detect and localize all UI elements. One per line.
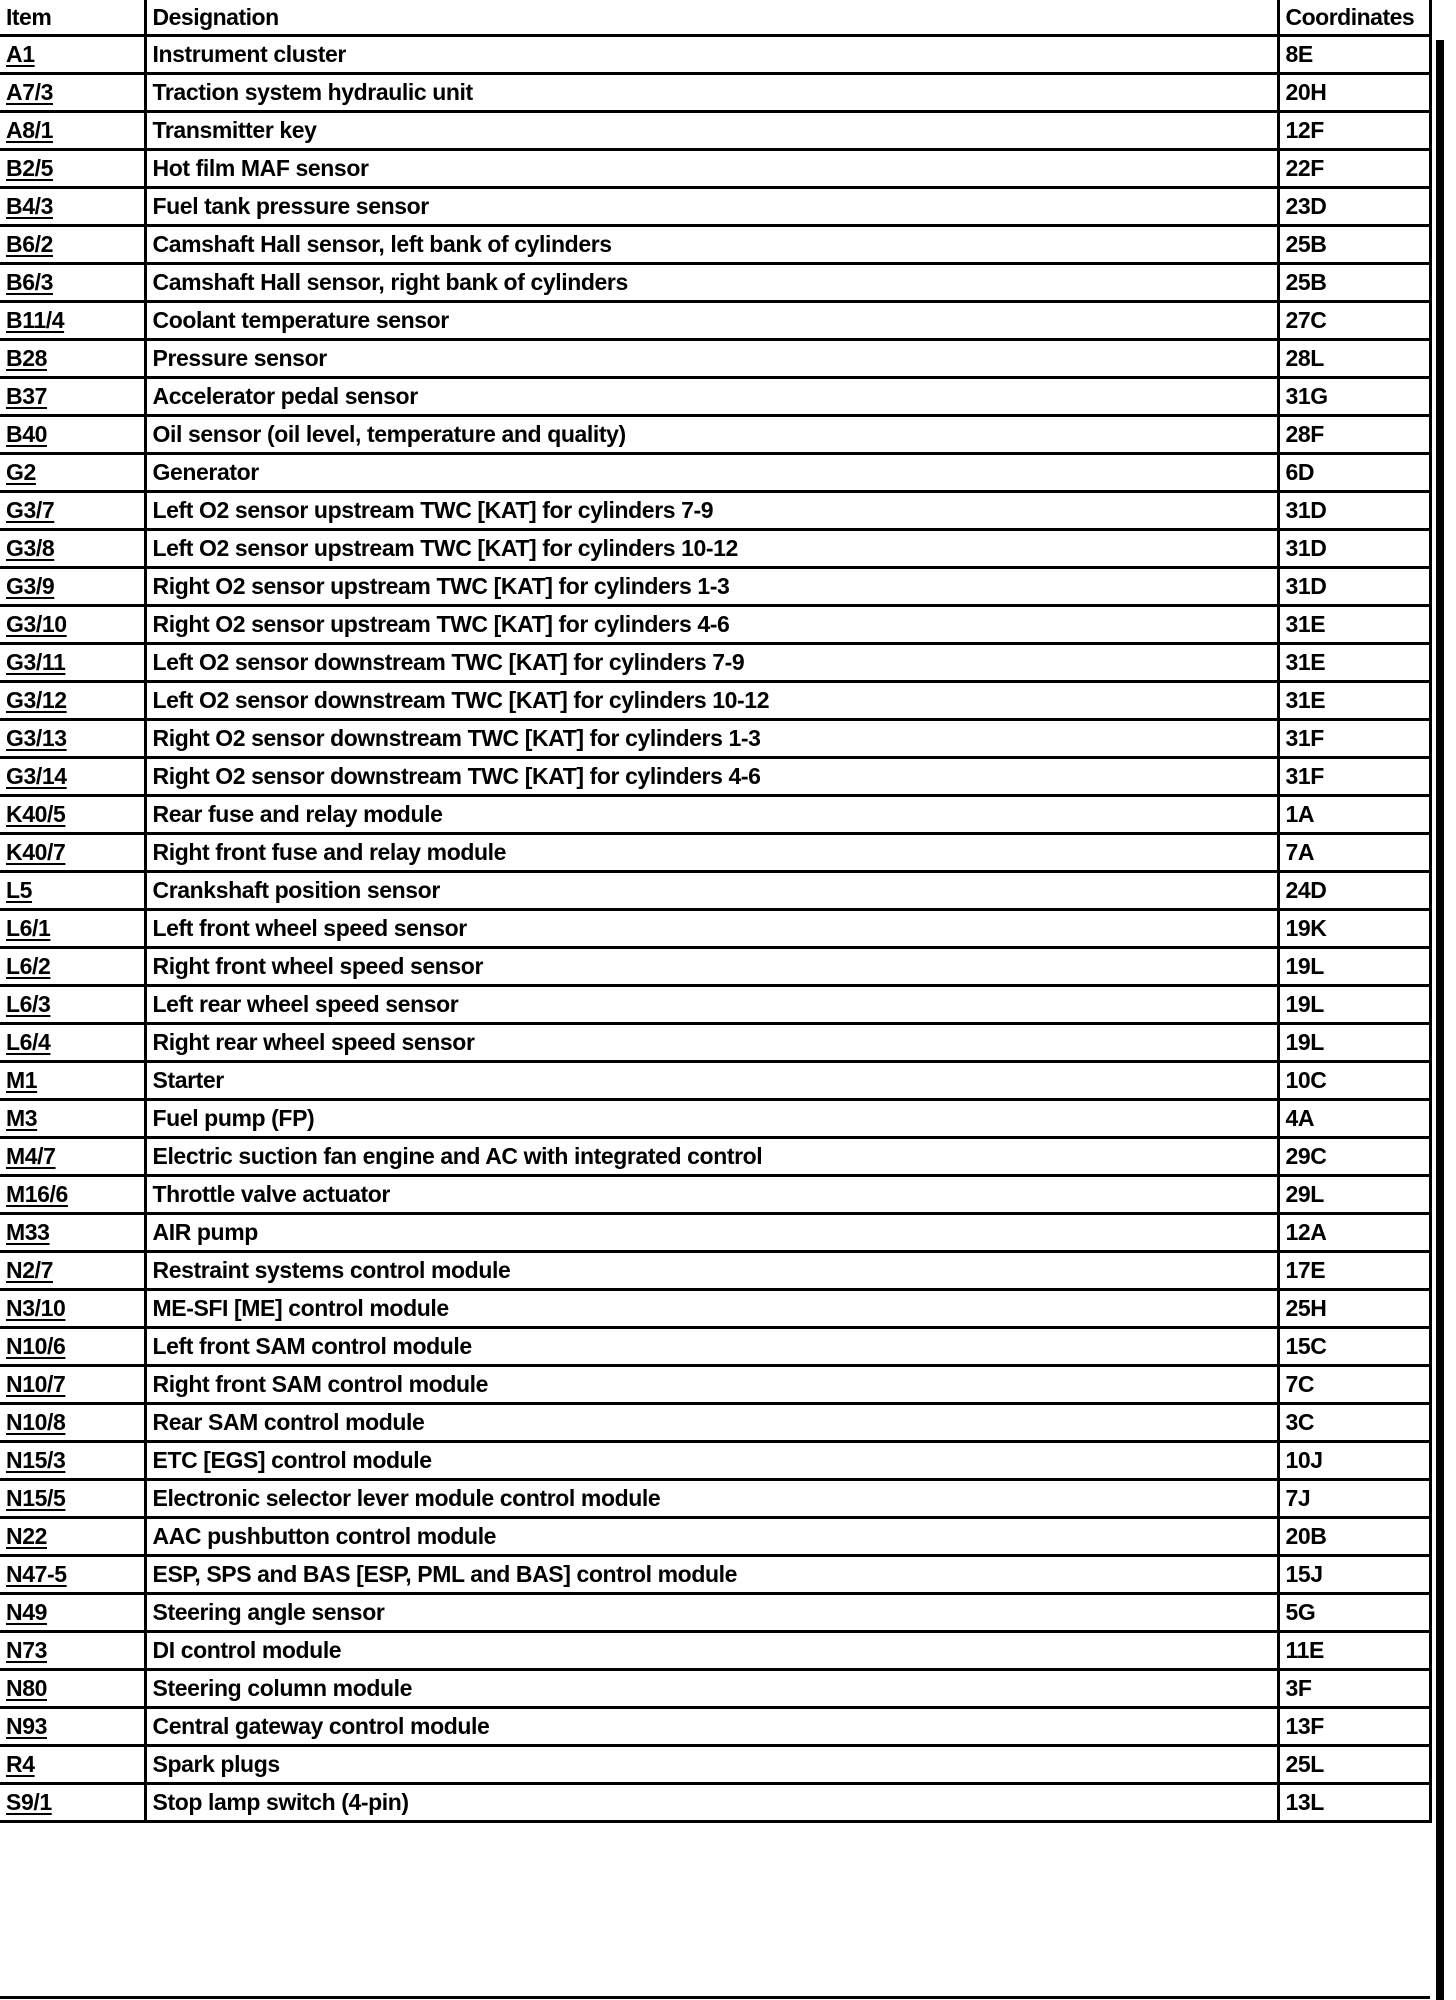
item-link[interactable]: N93 [6, 1713, 47, 1739]
item-cell [0, 74, 145, 112]
coordinates-cell: 10C [1278, 1062, 1430, 1100]
table-row [0, 112, 1430, 150]
table-row [0, 1708, 1430, 1746]
table-row [0, 758, 1430, 796]
item-link[interactable]: S9/1 [6, 1789, 52, 1815]
item-link[interactable]: N2/7 [6, 1257, 53, 1283]
coordinates-cell: 20B [1278, 1518, 1430, 1556]
item-cell [0, 302, 145, 340]
item-link[interactable]: B28 [6, 345, 47, 371]
designation-cell: Crankshaft position sensor [145, 872, 1278, 910]
designation-cell: Starter [145, 1062, 1278, 1100]
page-bottom-border [0, 1996, 1430, 1999]
table-row [0, 150, 1430, 188]
table-row [0, 720, 1430, 758]
item-cell [0, 1062, 145, 1100]
coordinates-cell: 8E [1278, 36, 1430, 74]
item-cell [0, 1290, 145, 1328]
coordinates-cell: 12F [1278, 112, 1430, 150]
item-link[interactable]: G3/10 [6, 611, 67, 637]
designation-cell: Restraint systems control module [145, 1252, 1278, 1290]
coordinates-cell: 29L [1278, 1176, 1430, 1214]
item-cell [0, 1480, 145, 1518]
item-cell [0, 834, 145, 872]
designation-cell: Right O2 sensor downstream TWC [KAT] for cylinders 4-6 [145, 758, 1278, 796]
item-cell [0, 682, 145, 720]
coordinates-cell: 5G [1278, 1594, 1430, 1632]
item-link[interactable]: G2 [6, 459, 36, 485]
table-row [0, 1404, 1430, 1442]
table-row [0, 1138, 1430, 1176]
designation-cell: Right O2 sensor downstream TWC [KAT] for cylinders 1-3 [145, 720, 1278, 758]
coordinates-cell: 24D [1278, 872, 1430, 910]
designation-cell: Spark plugs [145, 1746, 1278, 1784]
item-link[interactable]: N10/7 [6, 1371, 66, 1397]
item-cell [0, 1214, 145, 1252]
coordinates-cell: 4A [1278, 1100, 1430, 1138]
designation-cell: Fuel tank pressure sensor [145, 188, 1278, 226]
coordinates-cell: 7A [1278, 834, 1430, 872]
table-row [0, 1670, 1430, 1708]
item-cell [0, 112, 145, 150]
item-link[interactable]: A8/1 [6, 117, 53, 143]
designation-cell: AAC pushbutton control module [145, 1518, 1278, 1556]
item-link[interactable]: G3/9 [6, 573, 55, 599]
item-link[interactable]: L5 [6, 877, 33, 903]
coordinates-cell: 15C [1278, 1328, 1430, 1366]
item-link[interactable]: N10/6 [6, 1333, 66, 1359]
table-row [0, 1214, 1430, 1252]
designation-cell: ETC [EGS] control module [145, 1442, 1278, 1480]
coordinates-cell: 15J [1278, 1556, 1430, 1594]
coordinates-cell: 6D [1278, 454, 1430, 492]
item-link[interactable]: B11/4 [6, 307, 65, 333]
coordinates-cell: 17E [1278, 1252, 1430, 1290]
item-link[interactable]: M3 [6, 1105, 38, 1131]
designation-cell: Right front SAM control module [145, 1366, 1278, 1404]
designation-cell: Accelerator pedal sensor [145, 378, 1278, 416]
item-link[interactable]: M1 [6, 1067, 38, 1093]
designation-cell: Left O2 sensor upstream TWC [KAT] for cylinders 7-9 [145, 492, 1278, 530]
coordinates-cell: 25H [1278, 1290, 1430, 1328]
table-row [0, 1442, 1430, 1480]
designation-cell: DI control module [145, 1632, 1278, 1670]
coordinates-cell: 31E [1278, 644, 1430, 682]
coordinates-cell: 28F [1278, 416, 1430, 454]
designation-cell: Steering angle sensor [145, 1594, 1278, 1632]
table-row [0, 1062, 1430, 1100]
coordinates-cell: 12A [1278, 1214, 1430, 1252]
table-row [0, 1594, 1430, 1632]
item-cell [0, 492, 145, 530]
coordinates-cell: 19K [1278, 910, 1430, 948]
item-cell [0, 796, 145, 834]
designation-cell: Left front SAM control module [145, 1328, 1278, 1366]
designation-cell: Coolant temperature sensor [145, 302, 1278, 340]
designation-cell: Camshaft Hall sensor, left bank of cylinders [145, 226, 1278, 264]
designation-cell: AIR pump [145, 1214, 1278, 1252]
coordinates-cell: 27C [1278, 302, 1430, 340]
item-link[interactable]: B37 [6, 383, 47, 409]
item-link[interactable]: N80 [6, 1675, 47, 1701]
table-header-row [0, 0, 1430, 36]
item-link[interactable]: L6/3 [6, 991, 51, 1017]
designation-cell: Right front wheel speed sensor [145, 948, 1278, 986]
item-cell [0, 1518, 145, 1556]
item-cell [0, 1708, 145, 1746]
item-link[interactable]: G3/12 [6, 687, 67, 713]
header-designation: Designation [145, 0, 1278, 36]
coordinates-cell: 19L [1278, 948, 1430, 986]
coordinates-cell: 7J [1278, 1480, 1430, 1518]
table-row [0, 1746, 1430, 1784]
designation-cell: Throttle valve actuator [145, 1176, 1278, 1214]
item-link[interactable]: K40/5 [6, 801, 66, 827]
table-row [0, 340, 1430, 378]
coordinates-cell: 13L [1278, 1784, 1430, 1822]
designation-cell: Oil sensor (oil level, temperature and quality) [145, 416, 1278, 454]
coordinates-cell: 29C [1278, 1138, 1430, 1176]
item-link[interactable]: A7/3 [6, 79, 53, 105]
item-link[interactable]: B6/3 [6, 269, 53, 295]
designation-cell: Pressure sensor [145, 340, 1278, 378]
page-right-border [1436, 40, 1444, 2000]
item-link[interactable]: N22 [6, 1523, 47, 1549]
item-link[interactable]: L6/1 [6, 915, 51, 941]
item-cell [0, 872, 145, 910]
table-row [0, 606, 1430, 644]
table-row [0, 986, 1430, 1024]
designation-cell: Steering column module [145, 1670, 1278, 1708]
designation-cell: Left front wheel speed sensor [145, 910, 1278, 948]
item-cell [0, 378, 145, 416]
table-row [0, 1480, 1430, 1518]
item-cell [0, 36, 145, 74]
coordinates-cell: 31E [1278, 606, 1430, 644]
coordinates-cell: 31D [1278, 492, 1430, 530]
item-link[interactable]: M33 [6, 1219, 50, 1245]
item-link[interactable]: B2/5 [6, 155, 53, 181]
table-row [0, 644, 1430, 682]
item-cell [0, 340, 145, 378]
table-row [0, 226, 1430, 264]
designation-cell: ESP, SPS and BAS [ESP, PML and BAS] control module [145, 1556, 1278, 1594]
item-link[interactable]: G3/13 [6, 725, 67, 751]
item-link[interactable]: G3/11 [6, 649, 66, 675]
designation-cell: Stop lamp switch (4-pin) [145, 1784, 1278, 1822]
coordinates-cell: 31F [1278, 720, 1430, 758]
table-row [0, 1632, 1430, 1670]
table-row [0, 1366, 1430, 1404]
item-link[interactable]: G3/14 [6, 763, 67, 789]
item-cell [0, 986, 145, 1024]
item-cell [0, 1784, 145, 1822]
designation-cell: Fuel pump (FP) [145, 1100, 1278, 1138]
table-body [0, 36, 1430, 1822]
coordinates-cell: 25B [1278, 264, 1430, 302]
designation-cell: Right front fuse and relay module [145, 834, 1278, 872]
item-link[interactable]: R4 [6, 1751, 35, 1777]
coordinates-cell: 31E [1278, 682, 1430, 720]
item-link[interactable]: B40 [6, 421, 47, 447]
item-link[interactable]: B6/2 [6, 231, 53, 257]
item-link[interactable]: N15/5 [6, 1485, 66, 1511]
table-row [0, 1556, 1430, 1594]
designation-cell: Left O2 sensor downstream TWC [KAT] for cylinders 10-12 [145, 682, 1278, 720]
item-cell [0, 1100, 145, 1138]
coordinates-cell: 19L [1278, 986, 1430, 1024]
coordinates-cell: 20H [1278, 74, 1430, 112]
item-cell [0, 948, 145, 986]
table-row [0, 264, 1430, 302]
table-row [0, 302, 1430, 340]
item-cell [0, 416, 145, 454]
designation-cell: Camshaft Hall sensor, right bank of cylinders [145, 264, 1278, 302]
item-link[interactable]: G3/8 [6, 535, 55, 561]
item-cell [0, 1556, 145, 1594]
designation-cell: Right O2 sensor upstream TWC [KAT] for cylinders 4-6 [145, 606, 1278, 644]
coordinates-cell: 3C [1278, 1404, 1430, 1442]
item-cell [0, 1670, 145, 1708]
designation-cell: Generator [145, 454, 1278, 492]
item-cell [0, 188, 145, 226]
table-row [0, 378, 1430, 416]
item-link[interactable]: N73 [6, 1637, 47, 1663]
coordinates-cell: 7C [1278, 1366, 1430, 1404]
designation-cell: Hot film MAF sensor [145, 150, 1278, 188]
table-row [0, 74, 1430, 112]
table-row [0, 1176, 1430, 1214]
table-row [0, 1518, 1430, 1556]
coordinates-cell: 31D [1278, 568, 1430, 606]
table-row [0, 1290, 1430, 1328]
item-link[interactable]: N49 [6, 1599, 47, 1625]
item-link[interactable]: G3/7 [6, 497, 55, 523]
coordinates-cell: 3F [1278, 1670, 1430, 1708]
item-cell [0, 910, 145, 948]
item-cell [0, 606, 145, 644]
item-cell [0, 530, 145, 568]
coordinates-cell: 31F [1278, 758, 1430, 796]
item-cell [0, 1404, 145, 1442]
table-row [0, 36, 1430, 74]
item-cell [0, 454, 145, 492]
item-link[interactable]: M16/6 [6, 1181, 68, 1207]
coordinates-cell: 31D [1278, 530, 1430, 568]
designation-cell: Left rear wheel speed sensor [145, 986, 1278, 1024]
item-link[interactable]: B4/3 [6, 193, 53, 219]
item-cell [0, 720, 145, 758]
item-cell [0, 758, 145, 796]
designation-cell: Electronic selector lever module control module [145, 1480, 1278, 1518]
item-cell [0, 1176, 145, 1214]
item-link[interactable]: K40/7 [6, 839, 66, 865]
table-row [0, 454, 1430, 492]
designation-cell: Central gateway control module [145, 1708, 1278, 1746]
table-row [0, 568, 1430, 606]
coordinates-cell: 31G [1278, 378, 1430, 416]
coordinates-cell: 1A [1278, 796, 1430, 834]
item-link[interactable]: A1 [6, 41, 35, 67]
table-row [0, 1328, 1430, 1366]
table-row [0, 682, 1430, 720]
coordinates-cell: 11E [1278, 1632, 1430, 1670]
table-row [0, 1784, 1430, 1822]
designation-cell: Instrument cluster [145, 36, 1278, 74]
coordinates-cell: 10J [1278, 1442, 1430, 1480]
table-row [0, 492, 1430, 530]
header-coordinates: Coordinates [1278, 0, 1430, 36]
table-row [0, 416, 1430, 454]
item-cell [0, 1366, 145, 1404]
item-cell [0, 644, 145, 682]
designation-cell: Right rear wheel speed sensor [145, 1024, 1278, 1062]
table-row [0, 948, 1430, 986]
designation-cell: Rear fuse and relay module [145, 796, 1278, 834]
designation-cell: Electric suction fan engine and AC with integrated control [145, 1138, 1278, 1176]
table-row [0, 872, 1430, 910]
item-link[interactable]: M4/7 [6, 1143, 56, 1169]
table-row [0, 1252, 1430, 1290]
designation-cell: Transmitter key [145, 112, 1278, 150]
item-link[interactable]: N15/3 [6, 1447, 66, 1473]
designation-cell: ME-SFI [ME] control module [145, 1290, 1278, 1328]
coordinates-cell: 28L [1278, 340, 1430, 378]
item-cell [0, 1746, 145, 1784]
item-link[interactable]: N47-5 [6, 1561, 67, 1587]
coordinates-cell: 23D [1278, 188, 1430, 226]
coordinates-cell: 25L [1278, 1746, 1430, 1784]
table-row [0, 910, 1430, 948]
item-cell [0, 1442, 145, 1480]
designation-cell: Left O2 sensor downstream TWC [KAT] for cylinders 7-9 [145, 644, 1278, 682]
header-item: Item [0, 0, 145, 36]
table-row [0, 834, 1430, 872]
item-link[interactable]: N3/10 [6, 1295, 66, 1321]
table-row [0, 1100, 1430, 1138]
designation-cell: Traction system hydraulic unit [145, 74, 1278, 112]
table-row [0, 530, 1430, 568]
item-cell [0, 1024, 145, 1062]
coordinates-cell: 13F [1278, 1708, 1430, 1746]
designation-cell: Rear SAM control module [145, 1404, 1278, 1442]
item-link[interactable]: N10/8 [6, 1409, 66, 1435]
item-cell [0, 226, 145, 264]
item-cell [0, 1328, 145, 1366]
coordinates-cell: 22F [1278, 150, 1430, 188]
table-row [0, 1024, 1430, 1062]
table-row [0, 188, 1430, 226]
item-cell [0, 1138, 145, 1176]
item-cell [0, 264, 145, 302]
item-cell [0, 1252, 145, 1290]
coordinates-cell: 25B [1278, 226, 1430, 264]
item-cell [0, 150, 145, 188]
item-link[interactable]: L6/2 [6, 953, 51, 979]
table-row [0, 796, 1430, 834]
item-cell [0, 568, 145, 606]
item-link[interactable]: L6/4 [6, 1029, 51, 1055]
designation-cell: Left O2 sensor upstream TWC [KAT] for cylinders 10-12 [145, 530, 1278, 568]
item-cell [0, 1594, 145, 1632]
item-cell [0, 1632, 145, 1670]
coordinates-cell: 19L [1278, 1024, 1430, 1062]
designation-cell: Right O2 sensor upstream TWC [KAT] for cylinders 1-3 [145, 568, 1278, 606]
